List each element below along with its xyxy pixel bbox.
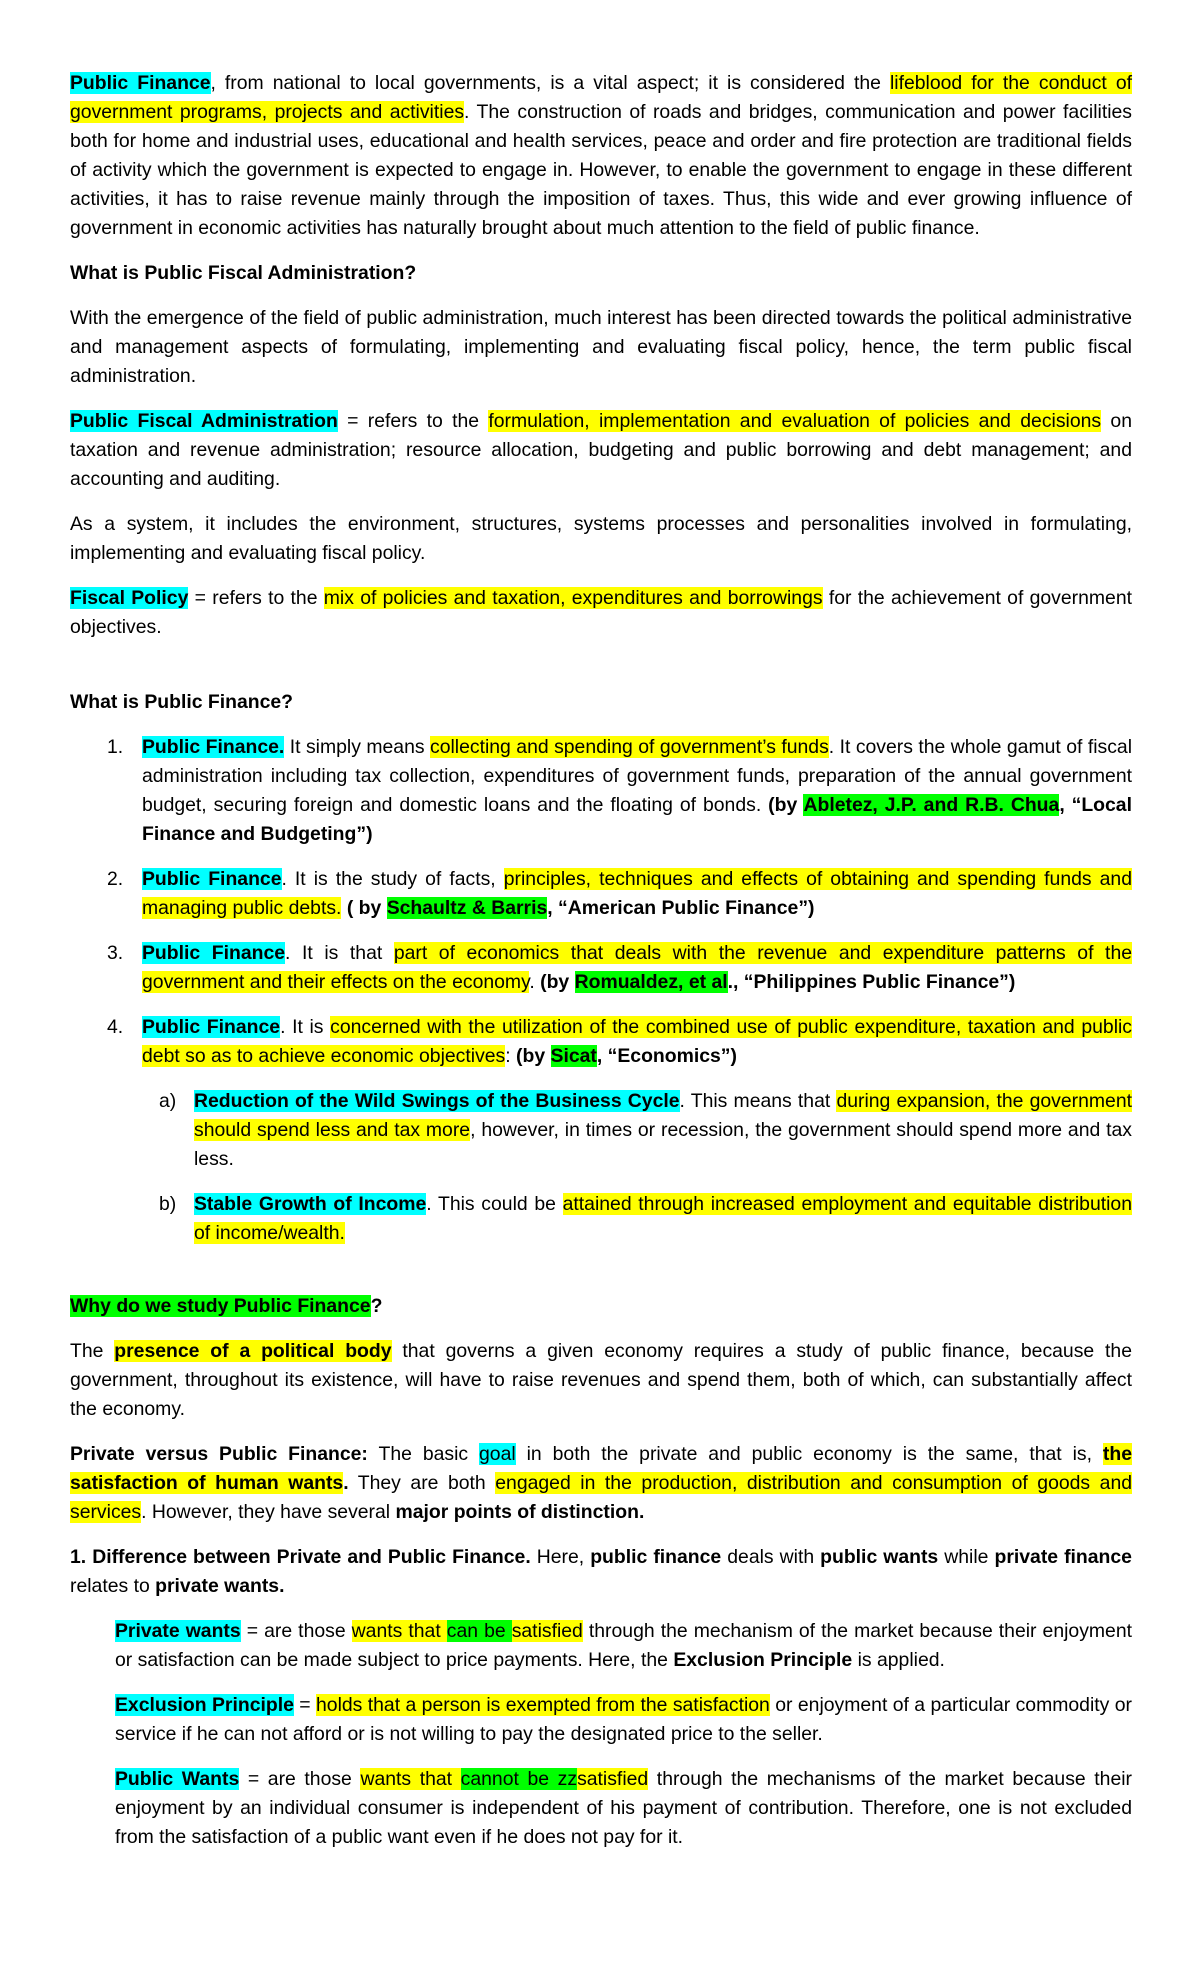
- term-public-fiscal-administration: Public Fiscal Administration: [70, 410, 338, 432]
- satisfaction-highlight: the satisfaction of human wants: [70, 1443, 1132, 1494]
- intro-paragraph: [70, 69, 1132, 243]
- list-term: Public Finance.: [142, 736, 285, 758]
- paragraph-bold: Exclusion Principle: [673, 1649, 853, 1671]
- paragraph-text: while: [938, 1546, 995, 1568]
- intro-highlight: lifeblood for the conduct of government programs, projects and activities: [70, 72, 1133, 123]
- heading-highlight: Why do we study Public Finance: [70, 1295, 371, 1317]
- document-page: [70, 69, 1132, 1868]
- paragraph-text: The basic: [367, 1443, 480, 1465]
- paragraph-highlight: wants that: [351, 1620, 447, 1642]
- term-private-wants: Private wants: [115, 1620, 241, 1642]
- paragraph-text: They are both: [348, 1472, 496, 1494]
- paragraph-bold: private finance: [994, 1546, 1132, 1568]
- paragraph-lead: 1. Difference between Private and Public Finance.: [70, 1546, 531, 1568]
- fp-text-1: = refers to the: [188, 587, 324, 609]
- paragraph-text: through the mechanisms of the market because their enjoyment by an individual consumer is independent of his payment of contribution. Therefore, one is not excluded from the satisfaction of a public want even if he does not pay for it.: [115, 1768, 1133, 1848]
- list-term: Public Finance: [142, 868, 282, 890]
- intro-text-1: , from national to local governments, is a vital aspect; it is considered the: [210, 72, 890, 94]
- cannot-be-highlight: cannot be zz: [460, 1768, 578, 1790]
- list-text: It simply means: [284, 736, 430, 758]
- difference-paragraph: [70, 1543, 1132, 1601]
- heading-punctuation: ?: [370, 1295, 383, 1317]
- paragraph-bold: major points of distinction.: [395, 1501, 645, 1523]
- sub-list-term: Stable Growth of Income: [194, 1193, 427, 1215]
- sub-list-text: , however, in times or recession, the government should spend more and tax less.: [194, 1119, 1133, 1170]
- term-fiscal-policy: Fiscal Policy: [70, 587, 189, 609]
- heading-public-fiscal-administration: What is Public Fiscal Administration?: [70, 262, 417, 284]
- term-exclusion-principle: Exclusion Principle: [115, 1694, 294, 1716]
- list-term: Public Finance: [142, 1016, 281, 1038]
- definitions-list: [70, 733, 1132, 1248]
- paragraph-highlight: presence of a political body: [114, 1340, 392, 1362]
- list-source: ., “Philippines Public Finance”): [727, 971, 1016, 993]
- can-be-highlight: can be: [446, 1620, 512, 1642]
- list-source: , “American Public Finance”): [547, 897, 815, 919]
- paragraph-highlight: holds that a person is exempted from the satisfaction: [316, 1694, 770, 1716]
- sub-list-highlight: attained through increased employment and equitable distribution of income/wealth.: [194, 1193, 1132, 1244]
- list-source: , “Economics”): [596, 1045, 737, 1067]
- paragraph-text: The: [70, 1340, 115, 1362]
- paragraph-text: that governs a given economy requires a study of public finance, because the government, throughout its existence, will have to raise revenues and spend them, both of which, can substantially affect the economy.: [70, 1340, 1132, 1420]
- list-by: (by: [768, 794, 804, 816]
- exclusion-principle-definition: [70, 1691, 1132, 1749]
- paragraph-highlight: engaged in the production, distribution and consumption of goods and services: [70, 1472, 1133, 1523]
- fp-text-2: for the achievement of government objectives.: [70, 587, 1133, 638]
- list-item: [70, 733, 1132, 849]
- sub-list-highlight: during expansion, the government should spend less and tax more: [194, 1090, 1132, 1141]
- list-number: 4.: [107, 1016, 124, 1038]
- list-text: .: [529, 971, 541, 993]
- list-by: (by: [516, 1045, 551, 1067]
- list-item: [70, 1013, 1132, 1071]
- list-source: , “Local Finance and Budgeting”): [142, 794, 1132, 845]
- list-text: . It is: [280, 1016, 331, 1038]
- list-number: 1.: [107, 736, 124, 758]
- goal-highlight: goal: [479, 1443, 516, 1465]
- paragraph-text: through the mechanism of the market because their enjoyment or satisfaction can be made subject to price payments. Here, the: [115, 1620, 1133, 1671]
- list-by: ( by: [346, 897, 387, 919]
- list-highlight: collecting and spending of government’s funds: [430, 736, 829, 758]
- paragraph-text: or enjoyment of a particular commodity or service if he can not afford or is not willing to pay the designated price to the seller.: [115, 1694, 1132, 1745]
- paragraph-text: relates to: [70, 1575, 156, 1597]
- list-item: [70, 865, 1132, 923]
- list-by: (by: [540, 971, 575, 993]
- sub-list-item: [70, 1087, 1132, 1174]
- pfa-paragraph: With the emergence of the field of public administration, much interest has been directed towards the political administrative and management aspects of formulating, implementing and evaluating fiscal policy, hence, the term public fiscal administration.: [70, 307, 1132, 387]
- public-wants-definition: [70, 1765, 1132, 1852]
- sub-list-letter: b): [159, 1193, 177, 1215]
- list-author: Schaultz & Barris: [386, 897, 548, 919]
- sub-list-item: [70, 1190, 1132, 1248]
- paragraph-bold: private wants.: [155, 1575, 285, 1597]
- list-highlight: concerned with the utilization of the combined use of public expenditure, taxation and public debt so as to achieve economic objectives: [142, 1016, 1133, 1067]
- paragraph-text: is applied.: [852, 1649, 945, 1671]
- pfa-def-highlight: formulation, implementation and evaluation of policies and decisions: [488, 410, 1102, 432]
- paragraph-bold: public finance: [590, 1546, 722, 1568]
- heading-what-is-public-finance: What is Public Finance?: [70, 691, 294, 713]
- term-public-finance: Public Finance: [70, 72, 211, 94]
- intro-text-2: . The construction of roads and bridges, communication and power facilities both for home and industrial uses, educational and health services, peace and order and fire protection are traditional fields of activity which the government is expected to engage in. However, to enable the government to engage in these different activities, it has to raise revenue mainly through the imposition of taxes. Thus, this wide and ever growing influence of government in economic activities has naturally brought about much attention to the field of public finance.: [70, 101, 1132, 239]
- list-author: Romualdez, et al: [574, 971, 728, 993]
- list-text: :: [505, 1045, 517, 1067]
- paragraph-text: Here,: [530, 1546, 591, 1568]
- fp-highlight: mix of policies and taxation, expenditures and borrowings: [323, 587, 823, 609]
- sub-list-term: Reduction of the Wild Swings of the Business Cycle: [194, 1090, 680, 1112]
- list-number: 3.: [107, 942, 124, 964]
- list-number: 2.: [107, 868, 124, 890]
- paragraph-highlight: satisfied: [511, 1620, 583, 1642]
- private-wants-definition: [70, 1617, 1132, 1675]
- paragraph-text: = are those: [240, 1620, 352, 1642]
- term-public-wants: Public Wants: [115, 1768, 240, 1790]
- paragraph-text: deals with: [721, 1546, 821, 1568]
- pfa-system-paragraph: As a system, it includes the environment, structures, systems processes and personalities involved in formulating, implementing and evaluating fiscal policy.: [70, 513, 1132, 564]
- sub-list-text: . This means that: [679, 1090, 837, 1112]
- list-text: . It is the study of facts,: [281, 868, 504, 890]
- sub-list-letter: a): [159, 1090, 177, 1112]
- fiscal-policy-definition: [70, 584, 1132, 642]
- list-text: . It covers the whole gamut of fiscal administration including tax collection, expenditures of government funds, preparation of the annual government budget, securing foreign and domestic loans and the floating of bonds.: [142, 736, 1133, 816]
- paragraph-highlight: satisfied: [577, 1768, 649, 1790]
- list-term: Public Finance: [142, 942, 286, 964]
- list-author: Sicat: [550, 1045, 597, 1067]
- pfa-definition: [70, 407, 1132, 494]
- pfa-def-text-1: = refers to the: [337, 410, 489, 432]
- pfa-def-text-2: on taxation and revenue administration; resource allocation, budgeting and public borrowing and debt management; and accounting and auditing.: [70, 410, 1132, 490]
- heading-why-study-public-finance: [70, 1292, 1132, 1321]
- paragraph-lead: Private versus Public Finance:: [70, 1443, 368, 1465]
- paragraph-text: = are those: [239, 1768, 361, 1790]
- paragraph-text: =: [293, 1694, 317, 1716]
- list-highlight: principles, techniques and effects of obtaining and spending funds and managing public debts.: [142, 868, 1132, 919]
- political-body-paragraph: [70, 1337, 1132, 1424]
- list-highlight: part of economics that deals with the revenue and expenditure patterns of the government and their effects on the economy: [142, 942, 1133, 993]
- sub-list-text: . This could be: [426, 1193, 563, 1215]
- list-item: [70, 939, 1132, 997]
- paragraph-highlight: wants that: [360, 1768, 461, 1790]
- paragraph-text: . However, they have several: [141, 1501, 396, 1523]
- paragraph-bold: public wants: [820, 1546, 939, 1568]
- list-text: . It is that: [285, 942, 394, 964]
- private-vs-public-paragraph: Private versus Public Finance: The basic goal in both the private and public economy is the same, that is, the satisfaction of human wants. They are both engaged in the production, distribution and consumption of goods and services. However, they have several major points of distinction.: [70, 1443, 1133, 1523]
- paragraph-text: in both the private and public economy is the same, that is,: [515, 1443, 1103, 1465]
- list-author: Abletez, J.P. and R.B. Chua: [803, 794, 1060, 816]
